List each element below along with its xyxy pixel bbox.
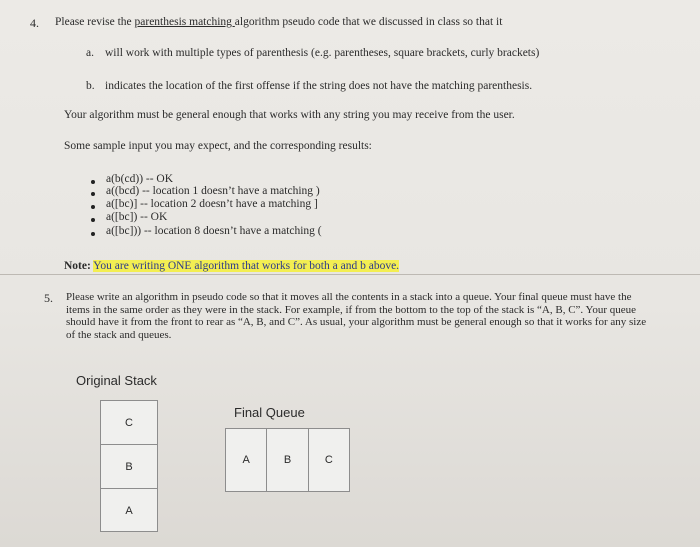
original-stack — [100, 400, 158, 532]
note-highlight: You are writing ONE algorithm that works for both a and b above. — [93, 260, 400, 272]
question-4-number: 4. — [30, 16, 39, 30]
sample-intro: Some sample input you may expect, and the corresponding results: — [64, 140, 372, 152]
stack-cell-middle: B — [125, 460, 133, 473]
section-divider — [0, 274, 700, 275]
item-a-label: a. — [86, 47, 94, 59]
original-stack-label: Original Stack — [76, 373, 157, 388]
question-4-intro — [55, 16, 502, 28]
sample-5: a([bc])) -- location 8 doesn’t have a matching ( — [106, 225, 322, 237]
question-5-number: 5. — [44, 291, 53, 305]
bullet-icon — [91, 232, 95, 236]
bullet-icon — [91, 180, 95, 184]
general-requirement: Your algorithm must be general enough that works with any string you may receive from the user. — [64, 109, 515, 121]
intro-pre: Please revise the — [55, 16, 135, 28]
item-b-text: indicates the location of the first offense if the string does not have the matching parenthesis. — [105, 80, 533, 92]
note-label: Note: — [64, 260, 91, 272]
bullet-icon — [91, 205, 95, 209]
intro-post: algorithm pseudo code that we discussed in class so that it — [234, 16, 503, 28]
item-b-label: b. — [86, 80, 95, 92]
sample-3: a([bc)] -- location 2 doesn’t have a matching ] — [106, 198, 318, 210]
bullet-icon — [91, 218, 95, 222]
sample-2: a((bcd) -- location 1 doesn’t have a matching ) — [106, 185, 320, 197]
bullet-icon — [91, 192, 95, 196]
queue-cell-middle: B — [267, 429, 308, 491]
item-a-text: will work with multiple types of parenthesis (e.g. parentheses, square brackets, curly brackets) — [105, 47, 540, 59]
stack-cell-top: C — [125, 416, 133, 429]
sample-1: a(b(cd)) -- OK — [106, 173, 174, 185]
note — [64, 260, 399, 272]
final-queue — [225, 428, 350, 492]
queue-cell-rear: C — [324, 454, 333, 466]
intro-link: parenthesis matching — [134, 16, 235, 28]
sample-4: a([bc]) -- OK — [106, 211, 168, 223]
question-5-text: Please write an algorithm in pseudo code so that it moves all the contents in a stack into a queue. Your final queue must have the items in the same order as they were in the stack. For example, if from the bottom to the top of the stack is “A, B, C”. Your queue should have it from the front to rear as “A, B, and C”. As usual, your algorithm must be general enough so that it works for any size of the stack and queues. — [66, 291, 647, 341]
final-queue-label: Final Queue — [234, 405, 305, 420]
queue-cell-front: A — [226, 429, 267, 491]
stack-cell-bottom: A — [125, 504, 133, 517]
